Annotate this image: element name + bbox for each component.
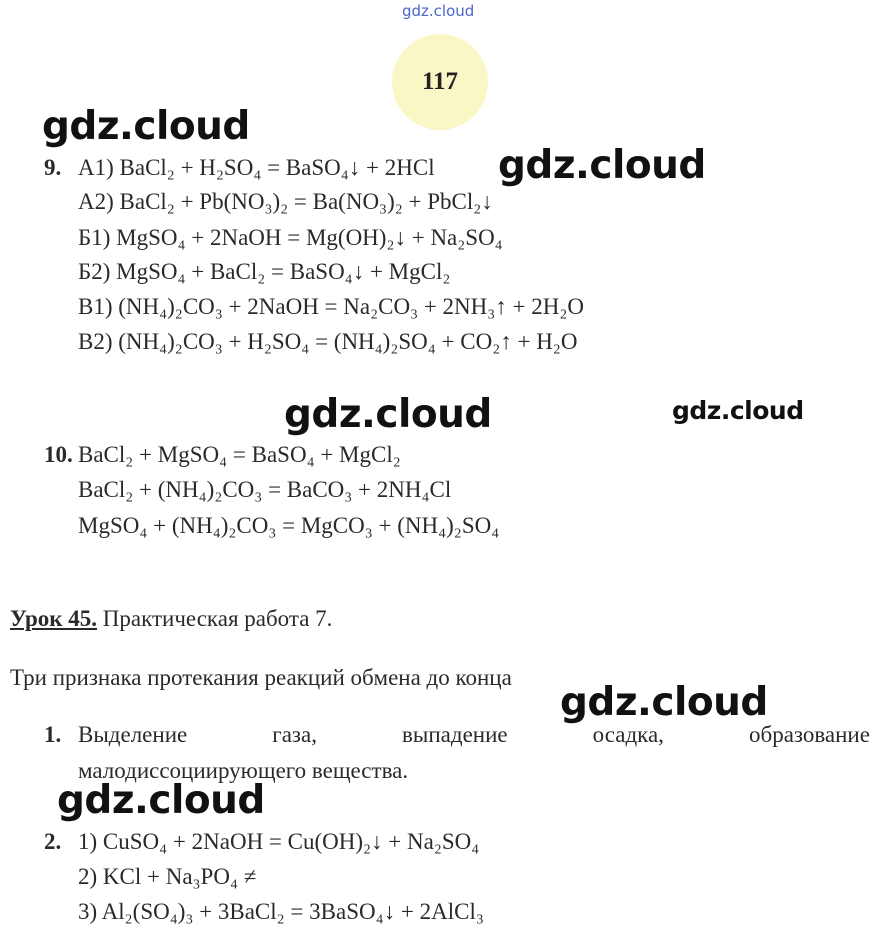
task10-number: 10.: [44, 442, 73, 467]
lesson-title: Практическая работа 7.: [102, 606, 333, 631]
task10-line-2: BaCl₂ + (NH₄)₂CO₃ = BaCO₃ + 2NH₄Cl: [78, 477, 452, 502]
top-watermark: gdz.cloud: [402, 2, 475, 20]
intro-text: Три признака протекания реакций обмена до конца: [10, 665, 512, 690]
item1-word: газа,: [272, 722, 317, 747]
lesson-header: [10, 605, 332, 633]
item1-word: образование: [749, 722, 870, 747]
task10-line-1: BaCl₂ + MgSO₄ = BaSO₄ + MgCl₂: [78, 442, 401, 467]
watermark: gdz.cloud: [672, 396, 804, 425]
item2-line-1: 1) CuSO₄ + 2NaOH = Cu(OH)₂↓ + Na₂SO₄: [78, 829, 480, 854]
watermark: gdz.cloud: [57, 778, 265, 823]
item1-first-line: [78, 721, 870, 749]
item1-word: выпадение: [402, 722, 508, 747]
page-number: 117: [421, 68, 459, 95]
item1-word: осадка,: [592, 722, 664, 747]
watermark: gdz.cloud: [498, 143, 706, 188]
item2-number: 2.: [44, 829, 62, 854]
item1-continuation: малодиссоциирующего вещества.: [78, 758, 409, 783]
item2-line-3: 3) Al₂(SO₄)₃ + 3BaCl₂ = 3BaSO₄↓ + 2AlCl₃: [78, 899, 484, 924]
item1-number: 1.: [44, 722, 62, 747]
item1-word: Выделение: [78, 722, 188, 747]
task9-line-b1: Б1) MgSO₄ + 2NaOH = Mg(OH)₂↓ + Na₂SO₄: [78, 225, 503, 250]
task9-line-a2: А2) BaCl₂ + Pb(NO₃)₂ = Ba(NO₃)₂ + PbCl₂↓: [78, 189, 493, 214]
task9-line-b2: Б2) MgSO₄ + BaCl₂ = BaSO₄↓ + MgCl₂: [78, 259, 451, 284]
task9-line-v2: В2) (NH₄)₂CO₃ + H₂SO₄ = (NH₄)₂SO₄ + CO₂↑ + H₂O: [78, 329, 578, 354]
lesson-label: Урок 45.: [10, 606, 98, 631]
watermark: gdz.cloud: [284, 392, 492, 437]
task10-line-3: MgSO₄ + (NH₄)₂CO₃ = MgCO₃ + (NH₄)₂SO₄: [78, 513, 500, 538]
task9-number: 9.: [44, 155, 62, 180]
task9-line-a1: А1) BaCl₂ + H₂SO₄ = BaSO₄↓ + 2HCl: [78, 155, 435, 180]
watermark: gdz.cloud: [560, 680, 768, 725]
task9-line-v1: В1) (NH₄)₂CO₃ + 2NaOH = Na₂CO₃ + 2NH₃↑ + 2H₂O: [78, 294, 584, 319]
item2-line-2: 2) KCl + Na₃PO₄ ≠: [78, 864, 257, 889]
watermark: gdz.cloud: [42, 104, 250, 149]
